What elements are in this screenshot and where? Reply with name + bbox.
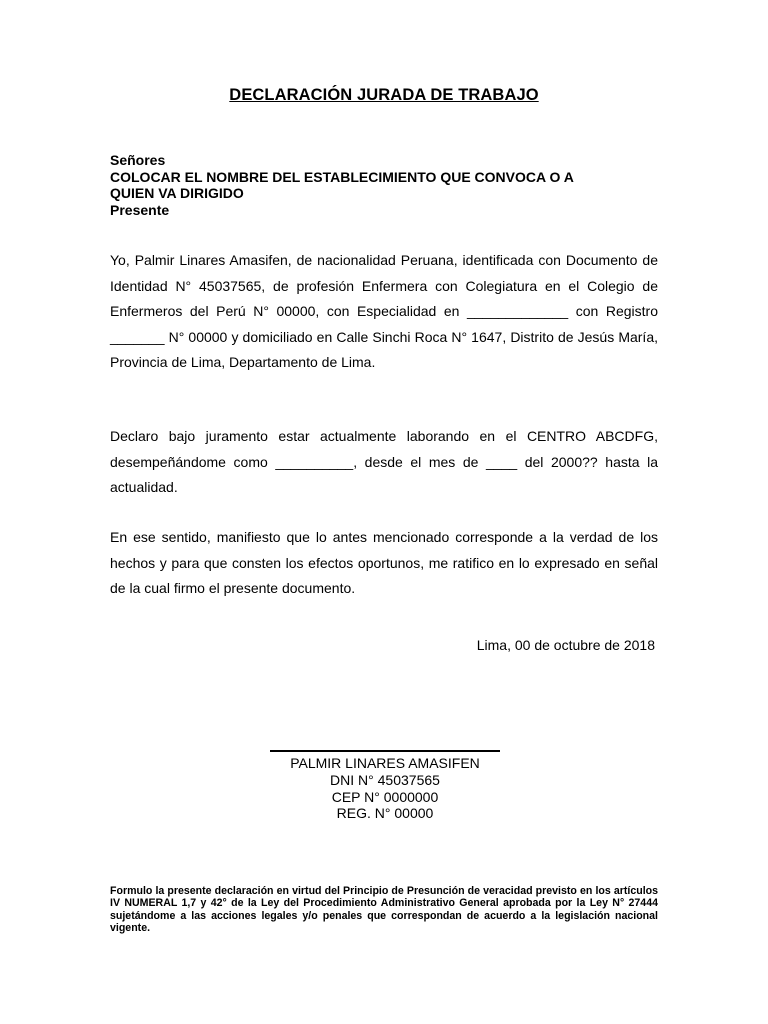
declaration-paragraph-identity: Yo, Palmir Linares Amasifen, de nacionalidad Peruana, identificada con Documento de Identidad N° 45037565, de profesión Enfermera con Colegiatura en el Colegio de Enfermeros del Perú N° 00000, con Especialidad en _____________ con Registro _______ N° 00000 y domiciliado en Calle Sinchi Roca N° 1647, Distrito de Jesús María, Provincia de Lima, Departamento de Lima. [110,252,658,370]
document-title: DECLARACIÓN JURADA DE TRABAJO [229,86,539,104]
recipient-line-1: COLOCAR EL NOMBRE DEL ESTABLECIMIENTO QUE CONVOCA O A [110,168,574,185]
date-line: Lima, 00 de octubre de 2018 [476,637,655,653]
addressee-block [110,152,658,218]
declaration-paragraph-ratification: En ese sentido, manifiesto que lo antes mencionado corresponde a la verdad de los hechos y para que consten los efectos oportunos, me ratifico en lo expresado en señal de la cual firmo el presente documento. [110,529,658,596]
signer-dni: DNI N° 45037565 [330,771,440,788]
legal-footer-note: Formulo la presente declaración en virtud del Principio de Presunción de veracidad previsto en los artículos IV NUMERAL 1,7 y 42° de la Ley del Procedimiento Administrativo General aprobada por la Ley N° 27444 sujetándome a las acciones legales y/o penales que correspondan de acuerdo a la legislación nacional vigente. [110,885,658,935]
salutation: Señores [110,152,166,168]
signer-cep: CEP N° 0000000 [331,788,439,805]
signer-reg: REG. N° 00000 [336,805,434,822]
signature-block [0,755,768,822]
declaration-paragraph-employment: Declaro bajo juramento estar actualmente laborando en el CENTRO ABCDFG, desempeñándome como __________, desde el mes de ____ del 2000?? hasta la actualidad. [110,428,658,495]
signer-name: PALMIR LINARES AMASIFEN [290,755,480,771]
presente-closing: Presente [110,201,170,218]
signature-line [270,750,500,752]
recipient-line-2: QUIEN VA DIRIGIDO [110,185,244,201]
